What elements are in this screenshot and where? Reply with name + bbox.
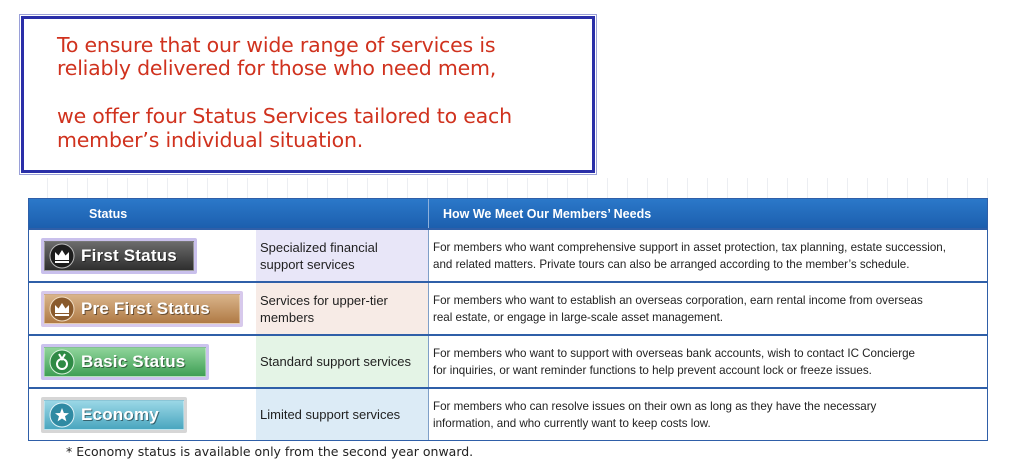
table-header <box>29 199 987 228</box>
intro-line-3: we offer four Status Services tailored to each <box>57 104 512 128</box>
needs-line: real estate, or engage in large-scale asset management. <box>433 310 724 324</box>
badge-cell <box>29 230 256 281</box>
background-guides <box>28 178 988 198</box>
medal-icon <box>49 349 75 375</box>
badge-label: Basic Status <box>81 351 186 371</box>
header-status: Status <box>29 199 429 228</box>
status-table <box>28 198 988 441</box>
table-row <box>29 387 987 440</box>
needs-line: For members who want to establish an overseas corporation, earn rental income from overseas <box>433 293 923 307</box>
needs-line: and related matters. Private tours can also be arranged according to the member’s schedule. <box>433 257 910 271</box>
intro-line-1: To ensure that our wide range of services is <box>57 33 496 57</box>
needs-cell <box>429 336 987 387</box>
basic-status-badge <box>41 344 209 380</box>
needs-cell <box>429 389 987 440</box>
badge-cell <box>29 389 256 440</box>
badge-label: First Status <box>81 245 177 265</box>
badge-label: Pre First Status <box>81 298 210 318</box>
needs-line: for inquiries, or want reminder functions to help prevent account lock or freeze issues. <box>433 363 872 377</box>
table-row <box>29 228 987 281</box>
crown-icon <box>49 243 75 269</box>
needs-line: For members who want to support with overseas bank accounts, wish to contact IC Concierge <box>433 346 916 360</box>
needs-cell <box>429 283 987 334</box>
crown-icon <box>49 296 75 322</box>
economy-badge <box>41 397 187 433</box>
first-status-badge <box>41 238 197 274</box>
pre-first-status-badge <box>41 291 243 327</box>
header-needs: How We Meet Our Members’ Needs <box>443 206 652 221</box>
intro-box <box>21 16 595 173</box>
intro-line-2: reliably delivered for those who need mem, <box>57 56 497 80</box>
needs-line: For members who can resolve issues on their own as long as they have the necessary <box>433 399 877 413</box>
service-cell: Limited support services <box>256 389 429 440</box>
badge-cell <box>29 283 256 334</box>
needs-line: information, and who currently want to keep costs low. <box>433 416 711 430</box>
service-cell: Standard support services <box>256 336 429 387</box>
table-row <box>29 334 987 387</box>
footnote: * Economy status is available only from the second year onward. <box>66 444 474 459</box>
needs-cell <box>429 230 987 281</box>
badge-label: Economy <box>81 404 159 424</box>
badge-cell <box>29 336 256 387</box>
service-cell: Specialized financial support services <box>256 230 429 281</box>
intro-line-4: member’s individual situation. <box>57 128 364 152</box>
star-icon <box>49 402 75 428</box>
service-cell: Services for upper-tier members <box>256 283 429 334</box>
table-row <box>29 281 987 334</box>
needs-line: For members who want comprehensive support in asset protection, tax planning, estate succession, <box>433 240 946 254</box>
